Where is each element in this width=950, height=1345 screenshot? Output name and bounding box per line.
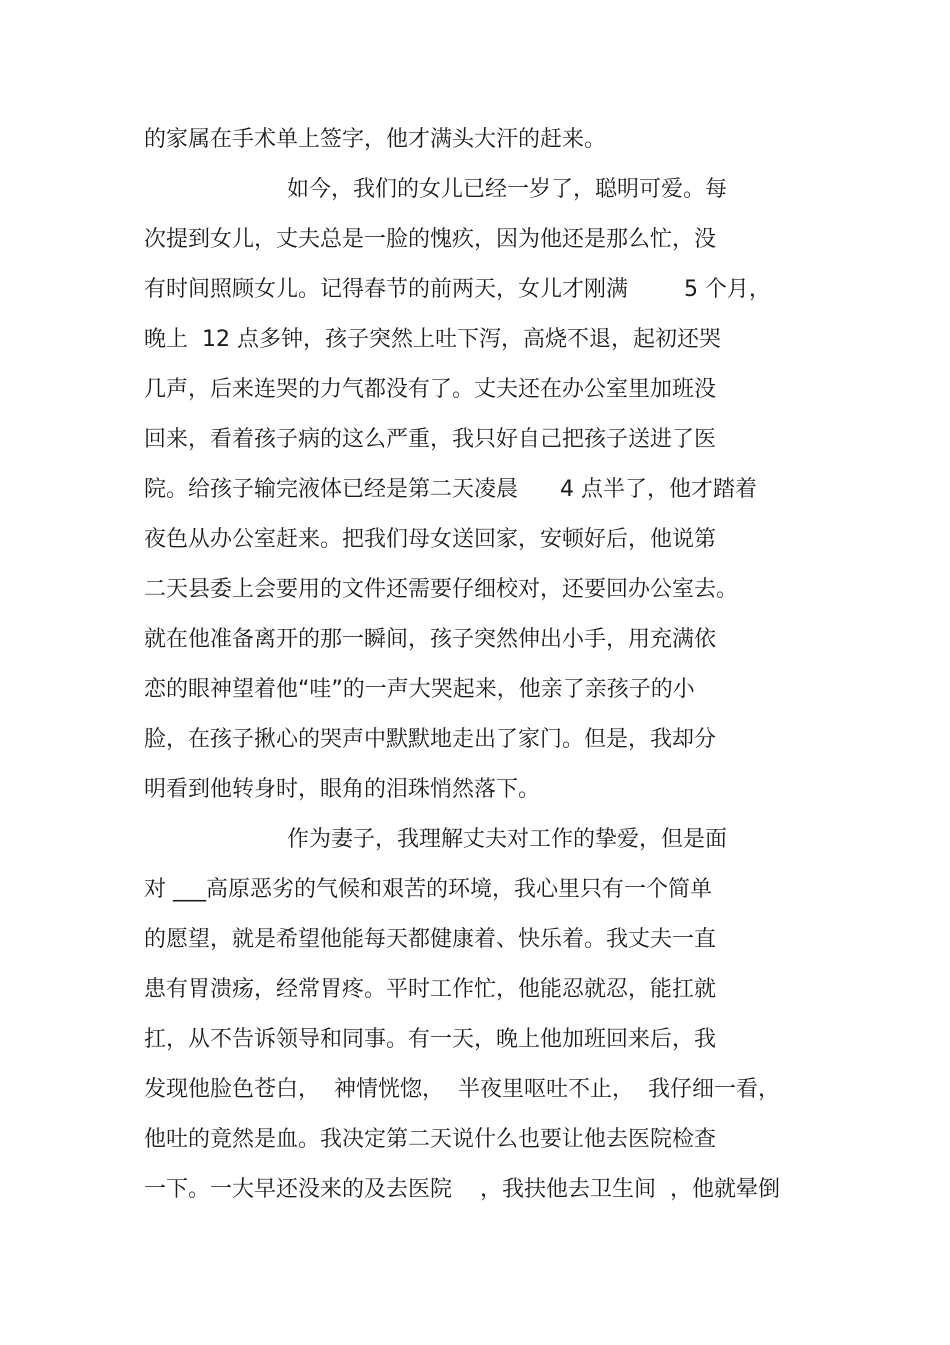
text-line: 一下。一大早还没来的及去医院 ，我扶他去卫生间 ，他就晕倒: [144, 1177, 780, 1202]
text-line: 对 ___高原恶劣的气候和艰苦的环境，我心里只有一个简单: [144, 877, 712, 902]
text-line: 院。给孩子输完液体已经是第二天凌晨 4 点半了，他才踏着: [144, 477, 757, 502]
text-line: 晚上 12 点多钟，孩子突然上吐下泻，高烧不退，起初还哭: [144, 327, 721, 352]
text-line: 二天县委上会要用的文件还需要仔细校对，还要回办公室去。: [144, 577, 739, 602]
text-line: 恋的眼神望着他“哇”的一声大哭起来，他亲了亲孩子的小: [144, 677, 695, 702]
text-line: 几声，后来连哭的力气都没有了。丈夫还在办公室里加班没: [144, 377, 717, 402]
text-line: 如今，我们的女儿已经一岁了，聪明可爱。每: [287, 177, 728, 202]
text-line: 发现他脸色苍白， 神情恍惚， 半夜里呕吐不止， 我仔细一看，: [144, 1077, 780, 1102]
text-line: 作为妻子，我理解丈夫对工作的挚爱，但是面: [287, 827, 728, 852]
text-line: 患有胃溃疡，经常胃疼。平时工作忙，他能忍就忍，能扛就: [144, 977, 717, 1002]
text-line: 他吐的竟然是血。我决定第二天说什么也要让他去医院检查: [144, 1127, 717, 1152]
text-line: 明看到他转身时，眼角的泪珠悄然落下。: [144, 777, 541, 802]
text-line: 有时间照顾女儿。记得春节的前两天，女儿才刚满 5 个月，: [144, 277, 771, 302]
text-line: 回来，看着孩子病的这么严重，我只好自己把孩子送进了医: [144, 427, 717, 452]
text-line: 就在他准备离开的那一瞬间，孩子突然伸出小手，用充满依: [144, 627, 717, 652]
text-line: 脸，在孩子揪心的哭声中默默地走出了家门。但是，我却分: [144, 727, 717, 752]
text-line: 扛，从不告诉领导和同事。有一天，晚上他加班回来后，我: [144, 1027, 717, 1052]
text-line: 的家属在手术单上签字，他才满头大汗的赶来。: [144, 127, 607, 152]
text-line: 的愿望，就是希望他能每天都健康着、快乐着。我丈夫一直: [144, 927, 717, 952]
text-line: 次提到女儿，丈夫总是一脸的愧疚，因为他还是那么忙，没: [144, 227, 717, 252]
text-line: 夜色从办公室赶来。把我们母女送回家，安顿好后，他说第: [144, 527, 717, 552]
